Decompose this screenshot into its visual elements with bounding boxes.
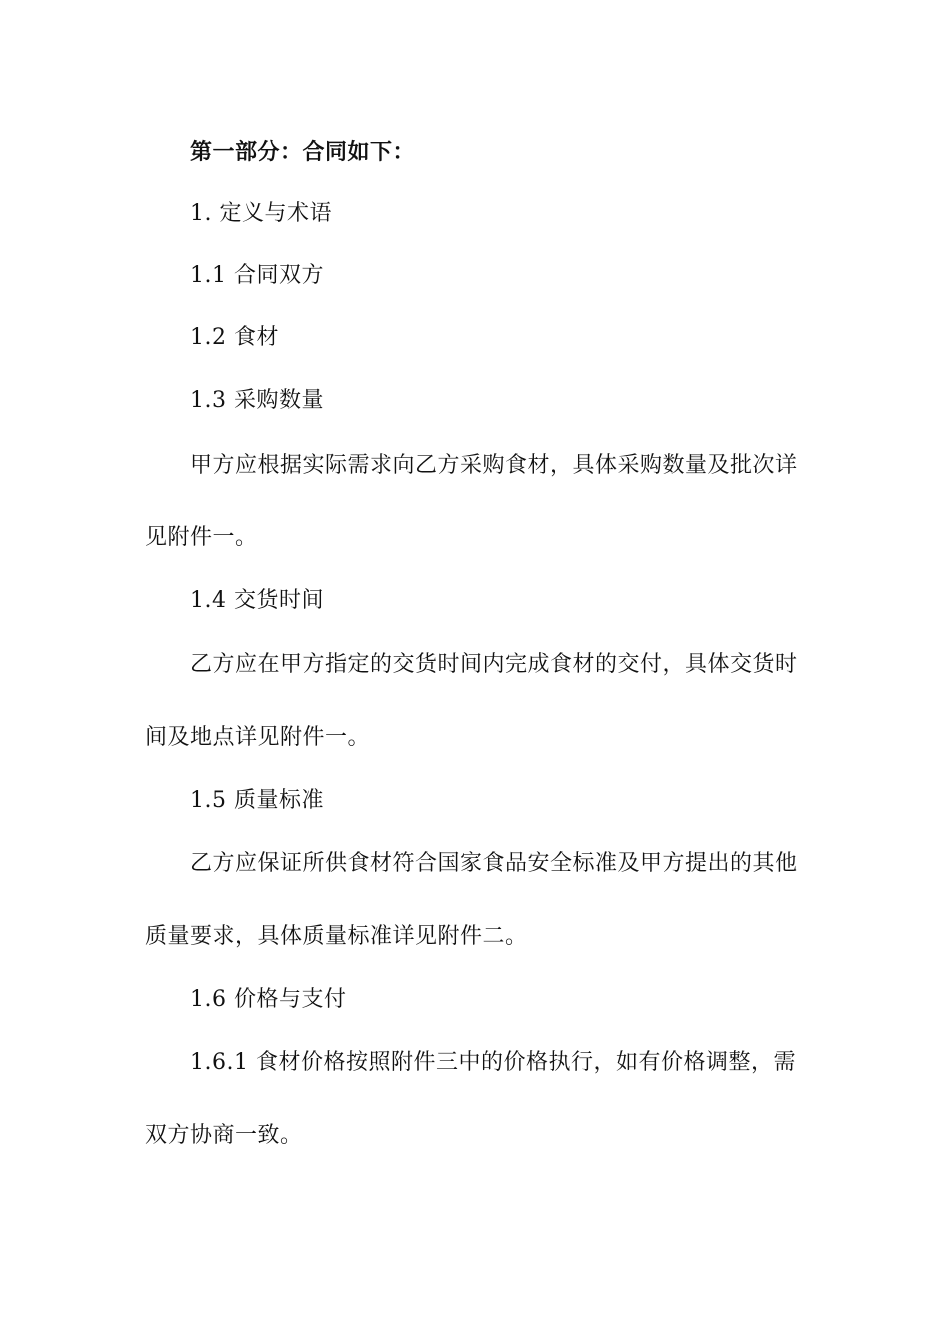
- section-1-1-heading: 1.1 合同双方: [190, 263, 324, 288]
- section-1-5-paragraph-line1: 乙方应保证所供食材符合国家食品安全标准及甲方提出的其他: [190, 851, 798, 876]
- section-1-3-paragraph-line2: 见附件一。: [145, 525, 258, 550]
- section-1-6-1-paragraph-line2: 双方协商一致。: [145, 1123, 303, 1148]
- section-1-3-paragraph-line1: 甲方应根据实际需求向乙方采购食材，具体采购数量及批次详: [190, 453, 798, 478]
- section-1-6-1-paragraph-line1: 1.6.1 食材价格按照附件三中的价格执行，如有价格调整，需: [190, 1050, 796, 1075]
- section-1-4-paragraph-line1: 乙方应在甲方指定的交货时间内完成食材的交付，具体交货时: [190, 652, 798, 677]
- section-1-4-paragraph-line2: 间及地点详见附件一。: [145, 725, 371, 750]
- section-1-2-heading: 1.2 食材: [190, 325, 279, 350]
- part-heading: 第一部分：合同如下：: [190, 139, 416, 165]
- section-1-heading: 1. 定义与术语: [190, 201, 332, 226]
- section-1-6-heading: 1.6 价格与支付: [190, 987, 347, 1012]
- section-1-5-heading: 1.5 质量标准: [190, 788, 324, 813]
- section-1-3-heading: 1.3 采购数量: [190, 388, 324, 413]
- section-1-4-heading: 1.4 交货时间: [190, 588, 324, 613]
- section-1-5-paragraph-line2: 质量要求，具体质量标准详见附件二。: [145, 924, 528, 949]
